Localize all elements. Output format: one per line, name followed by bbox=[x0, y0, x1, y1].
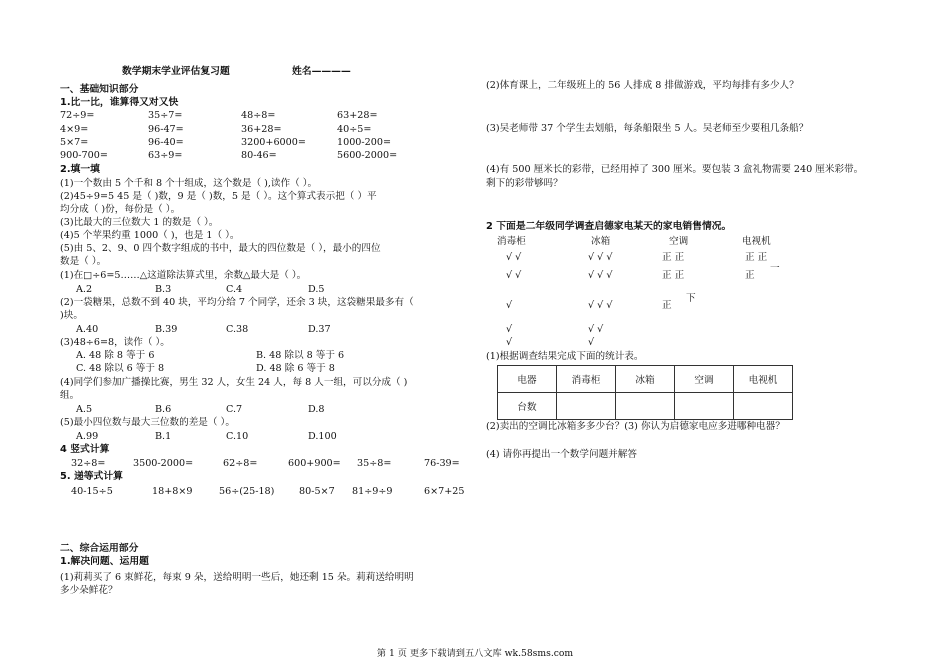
page-footer: 第 1 页 更多下载请到五八文库 wk.58sms.com bbox=[376, 648, 574, 659]
choice: A.5 bbox=[76, 404, 93, 415]
table-header-cell: 电器 bbox=[498, 366, 557, 393]
calc-cell: 1000-200= bbox=[337, 137, 392, 148]
fill-line: (3)比最大的三位数大 1 的数是（ ）。 bbox=[60, 217, 219, 228]
vertical-calc: 3500-2000= bbox=[133, 458, 194, 469]
calc-cell: 5×7= bbox=[60, 137, 89, 148]
survey-q4: (4) 请你再提出一个数学问题并解答 bbox=[486, 449, 637, 460]
q-solve-heading: 1.解决问题、运用题 bbox=[60, 556, 149, 567]
question-diff: (5)最小四位数与最大三位数的差是（ ）。 bbox=[60, 417, 235, 428]
vertical-calc: 32÷8= bbox=[71, 458, 106, 469]
calc-cell: 72÷9= bbox=[60, 110, 95, 121]
q5-heading: 5. 递等式计算 bbox=[60, 471, 123, 482]
table-input-cell[interactable] bbox=[675, 393, 734, 420]
statistics-table bbox=[497, 365, 793, 420]
problem-2: (2)体育课上，二年级班上的 56 人排成 8 排做游戏，平均每排有多少人？ bbox=[486, 80, 799, 91]
step-calc: 18+8×9 bbox=[152, 486, 193, 497]
choice: C.38 bbox=[226, 324, 249, 335]
table-header-cell: 电视机 bbox=[734, 366, 793, 393]
survey-header: 冰箱 bbox=[591, 236, 611, 247]
step-calc: 81÷9÷9 bbox=[352, 486, 393, 497]
survey-header: 消毒柜 bbox=[497, 236, 526, 247]
tally-mark: 正 正 bbox=[662, 270, 685, 281]
page-title: 数学期末学业评估复习题 bbox=[122, 66, 230, 77]
table-input-cell[interactable] bbox=[616, 393, 675, 420]
name-label: 姓名———— bbox=[292, 66, 351, 77]
survey-header: 电视机 bbox=[742, 236, 771, 247]
calc-cell: 900-700= bbox=[60, 150, 108, 161]
choice: A.2 bbox=[76, 284, 93, 295]
step-calc: 6×7+25 bbox=[424, 486, 465, 497]
problem-1-cont: 多少朵鲜花？ bbox=[60, 585, 118, 596]
tally-mark: √ √ √ bbox=[588, 300, 613, 311]
step-calc: 80-5×7 bbox=[299, 486, 335, 497]
calc-cell: 96-40= bbox=[148, 137, 184, 148]
question-group-cont: 组。 bbox=[60, 390, 80, 401]
question-candy: (2)一袋糖果，总数不到 40 块，平均分给 7 个同学，还余 3 块，这袋糖果最多有（ bbox=[60, 297, 414, 308]
choice: B.1 bbox=[155, 431, 172, 442]
question-candy-cont: )块。 bbox=[60, 310, 83, 321]
fill-line: (2)45÷9=5 45 是（ )数，9 是（ )数，5 是（ ）。这个算式表示把（ ）平 bbox=[60, 191, 377, 202]
tally-mark: 正 正 bbox=[745, 252, 768, 263]
choice: A.40 bbox=[76, 324, 99, 335]
step-calc: 56÷(25-18) bbox=[219, 486, 275, 497]
tally-mark: 正 bbox=[745, 270, 755, 281]
q1-heading: 1.比一比，谁算得又对又快 bbox=[60, 97, 179, 108]
calc-cell: 5600-2000= bbox=[337, 150, 398, 161]
table-row-label: 台数 bbox=[498, 393, 557, 420]
table-header-cell: 消毒柜 bbox=[557, 366, 616, 393]
fill-line: (4)5 个苹果约重 1000（ )，也是 1（ ）。 bbox=[60, 230, 240, 241]
calc-cell: 63÷9= bbox=[148, 150, 183, 161]
tally-mark: √ bbox=[506, 324, 513, 335]
table-header-cell: 空调 bbox=[675, 366, 734, 393]
choice: D.100 bbox=[308, 431, 337, 442]
calc-cell: 80-46= bbox=[241, 150, 277, 161]
table-header-cell: 冰箱 bbox=[616, 366, 675, 393]
choice: C. 48 除以 6 等于 8 bbox=[76, 363, 165, 374]
step-calc: 40-15÷5 bbox=[71, 486, 113, 497]
survey-title: 2 下面是二年级同学调查启德家电某天的家电销售情况。 bbox=[486, 221, 732, 232]
choice: A. 48 除 8 等于 6 bbox=[76, 350, 155, 361]
fill-line: 均分成（ )份，每份是（ ）。 bbox=[60, 204, 181, 215]
calc-cell: 48÷8= bbox=[241, 110, 276, 121]
q2-heading: 2.填一填 bbox=[60, 164, 100, 175]
tally-mark: √ bbox=[588, 337, 595, 348]
choice: D.37 bbox=[308, 324, 331, 335]
tally-mark: 正 bbox=[662, 300, 672, 311]
survey-q2-q3: (2)卖出的空调比冰箱多多少台？(3) 你认为启德家电应多进哪种电器？ bbox=[486, 421, 785, 432]
question-group: (4)同学们参加广播操比赛，男生 32 人，女生 24 人，每 8 人一组，可以分成（ ) bbox=[60, 377, 408, 388]
section-applied: 二、综合运用部分 bbox=[60, 543, 139, 554]
problem-4-cont: 剩下的彩带够吗？ bbox=[486, 178, 563, 189]
choice: B.39 bbox=[155, 324, 178, 335]
choice: A.99 bbox=[76, 431, 99, 442]
problem-1: (1)莉莉买了 6 束鲜花，每束 9 朵，送给明明一些后，她还剩 15 朵。莉莉送给明明 bbox=[60, 572, 414, 583]
vertical-calc: 76-39= bbox=[424, 458, 460, 469]
calc-cell: 4×9= bbox=[60, 124, 89, 135]
vertical-calc: 62÷8= bbox=[223, 458, 258, 469]
table-row bbox=[498, 393, 793, 420]
vertical-calc: 600+900= bbox=[288, 458, 341, 469]
choice: B. 48 除以 8 等于 6 bbox=[256, 350, 345, 361]
table-input-cell[interactable] bbox=[734, 393, 793, 420]
table-header-row bbox=[498, 366, 793, 393]
problem-4: (4)有 500 厘米长的彩带，已经用掉了 300 厘米。要包装 3 盒礼物需要 240 厘米彩带。 bbox=[486, 164, 864, 175]
fill-line: (5)由 5、2、9、0 四个数字组成的书中，最大的四位数是（ ），最小的四位 bbox=[60, 243, 381, 254]
tally-mark: √ √ bbox=[506, 270, 522, 281]
survey-q1: (1)根据调查结果完成下面的统计表。 bbox=[486, 351, 644, 362]
tally-mark: √ √ √ bbox=[588, 270, 613, 281]
q4-heading: 4 竖式计算 bbox=[60, 444, 110, 455]
survey-header: 空调 bbox=[669, 236, 689, 247]
choice: C.10 bbox=[226, 431, 249, 442]
calc-cell: 35÷7= bbox=[148, 110, 183, 121]
tally-mark: √ bbox=[506, 300, 513, 311]
fill-line: (1)一个数由 5 个千和 8 个十组成，这个数是（ ),读作（ ）。 bbox=[60, 178, 318, 189]
calc-cell: 3200+6000= bbox=[241, 137, 306, 148]
calc-cell: 96-47= bbox=[148, 124, 184, 135]
tally-partial-mark: 一 bbox=[770, 263, 780, 274]
calc-cell: 36+28= bbox=[241, 124, 282, 135]
table-input-cell[interactable] bbox=[557, 393, 616, 420]
tally-mark: 正 正 bbox=[662, 252, 685, 263]
tally-mark: √ √ √ bbox=[588, 252, 613, 263]
fill-line: 数是（ ）。 bbox=[60, 256, 107, 267]
vertical-calc: 35÷8= bbox=[357, 458, 392, 469]
calc-cell: 63+28= bbox=[337, 110, 378, 121]
choice: B.3 bbox=[155, 284, 172, 295]
choice: D.5 bbox=[308, 284, 325, 295]
choice: D. 48 除 6 等于 8 bbox=[256, 363, 335, 374]
question-read: (3)48÷6=8，读作（ ）。 bbox=[60, 337, 170, 348]
choice: D.8 bbox=[308, 404, 325, 415]
choice: C.4 bbox=[226, 284, 243, 295]
tally-mark: √ bbox=[506, 337, 513, 348]
tally-partial-mark: 下 bbox=[686, 293, 696, 304]
problem-3: (3)吴老师带 37 个学生去划船，每条船限坐 5 人。吴老师至少要租几条船？ bbox=[486, 123, 809, 134]
choice: B.6 bbox=[155, 404, 172, 415]
section-basic: 一、基础知识部分 bbox=[60, 84, 139, 95]
choice: C.7 bbox=[226, 404, 243, 415]
calc-cell: 40÷5= bbox=[337, 124, 372, 135]
tally-mark: √ √ bbox=[506, 252, 522, 263]
tally-mark: √ √ bbox=[588, 324, 604, 335]
fill-line: (1)在□÷6=5……△这道除法算式里，余数△最大是（ ）。 bbox=[60, 270, 307, 281]
